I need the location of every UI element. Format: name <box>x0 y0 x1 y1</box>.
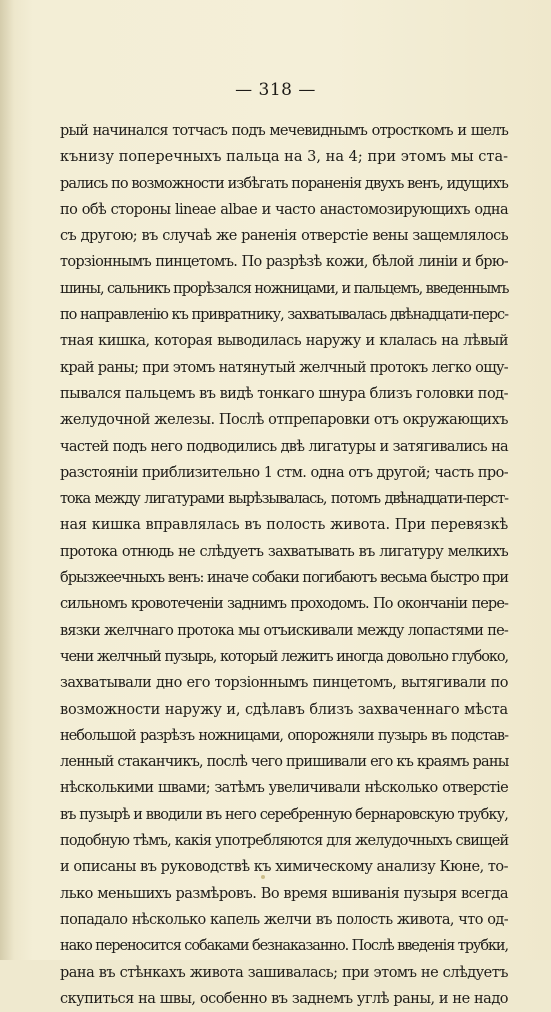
text-line: рались по возможности избѣгать пораненія двухъ венъ, идущихъ <box>60 175 508 192</box>
text-line: пывался пальцемъ въ видѣ тонкаго шнура близъ головки под- <box>60 385 508 402</box>
text-line: шины, сальникъ прорѣзался ножницами, и пальцемъ, введеннымъ <box>60 280 509 297</box>
text-line: кънизу поперечныхъ пальца на 3, на 4; при этомъ мы ста- <box>60 149 508 166</box>
text-line: торзіоннымъ пинцетомъ. По разрѣзѣ кожи, бѣлой линіи и брю- <box>60 254 508 271</box>
body-text <box>60 118 508 1012</box>
paper-speck <box>261 875 265 879</box>
text-line: попадало нѣсколько капель желчи въ полость живота, что од- <box>60 911 508 928</box>
text-line: желудочной железы. Послѣ отпрепаровки отъ окружающихъ <box>60 412 508 429</box>
text-line: въ пузырѣ и вводили въ него серебренную бернаровскую трубку, <box>60 806 508 823</box>
text-line: нако переносится собаками безнаказанно. Послѣ введенія трубки, <box>60 938 508 955</box>
text-line: тная кишка, которая выводилась наружу и клалась на лѣвый <box>60 333 508 350</box>
text-line: сильномъ кровотеченіи заднимъ проходомъ. По окончаніи пере- <box>60 596 508 613</box>
text-line: и описаны въ руководствѣ къ химическому анализу Кюне, то- <box>60 859 508 876</box>
page-number: — 318 — <box>235 80 316 100</box>
text-line: по обѣ стороны lineae albae и часто анастомозирующихъ одна <box>60 201 508 218</box>
text-line: рана въ стѣнкахъ живота зашивалась; при этомъ не слѣдуетъ <box>60 964 508 981</box>
text-line: частей подъ него подводились двѣ лигатуры и затягивались на <box>60 438 508 455</box>
text-line: чени желчный пузырь, который лежитъ иногда довольно глубоко, <box>60 648 508 665</box>
text-line: небольшой разрѣзъ ножницами, опорожняли пузырь въ подстав- <box>60 727 508 744</box>
text-line: ная кишка вправлялась въ полость живота. При перевязкѣ <box>60 517 508 534</box>
text-line: возможности наружу и, сдѣлавъ близъ захваченнаго мѣста <box>60 701 508 718</box>
text-line: брызжеечныхъ венъ: иначе собаки погибаютъ весьма быстро при <box>60 570 508 587</box>
page-edge-shadow <box>0 0 14 960</box>
text-line: ленный стаканчикъ, послѣ чего пришивали его къ краямъ раны <box>60 754 509 771</box>
text-line: нѣсколькими швами; затѣмъ увеличивали нѣсколько отверстіе <box>60 780 508 797</box>
text-line: по направленію къ привратнику, захватывалась двѣнадцати-перс- <box>60 307 508 324</box>
text-line: лько меньшихъ размѣровъ. Во время вшиванія пузыря всегда <box>60 885 508 902</box>
text-line: вязки желчнаго протока мы отъискивали между лопастями пе- <box>60 622 508 639</box>
text-line: захватывали дно его торзіоннымъ пинцетомъ, вытягивали по <box>60 675 508 692</box>
text-line: протока отнюдь не слѣдуетъ захватывать въ лигатуру мелкихъ <box>60 543 508 560</box>
text-line: подобную тѣмъ, какія употребляются для желудочныхъ свищей <box>60 833 509 850</box>
text-line: разстояніи приблизительно 1 стм. одна отъ другой; часть про- <box>60 464 508 481</box>
text-line: край раны; при этомъ натянутый желчный протокъ легко ощу- <box>60 359 508 376</box>
text-line: рый начинался тотчасъ подъ мечевиднымъ отросткомъ и шелъ <box>60 123 508 139</box>
text-line: скупиться на швы, особенно въ заднемъ углѣ раны, и не надо <box>60 990 508 1007</box>
text-line: съ другою; въ случаѣ же раненія отверстіе вены защемлялось <box>60 228 508 245</box>
text-line: тока между лигатурами вырѣзывалась, потомъ двѣнадцати-перст- <box>60 491 508 508</box>
